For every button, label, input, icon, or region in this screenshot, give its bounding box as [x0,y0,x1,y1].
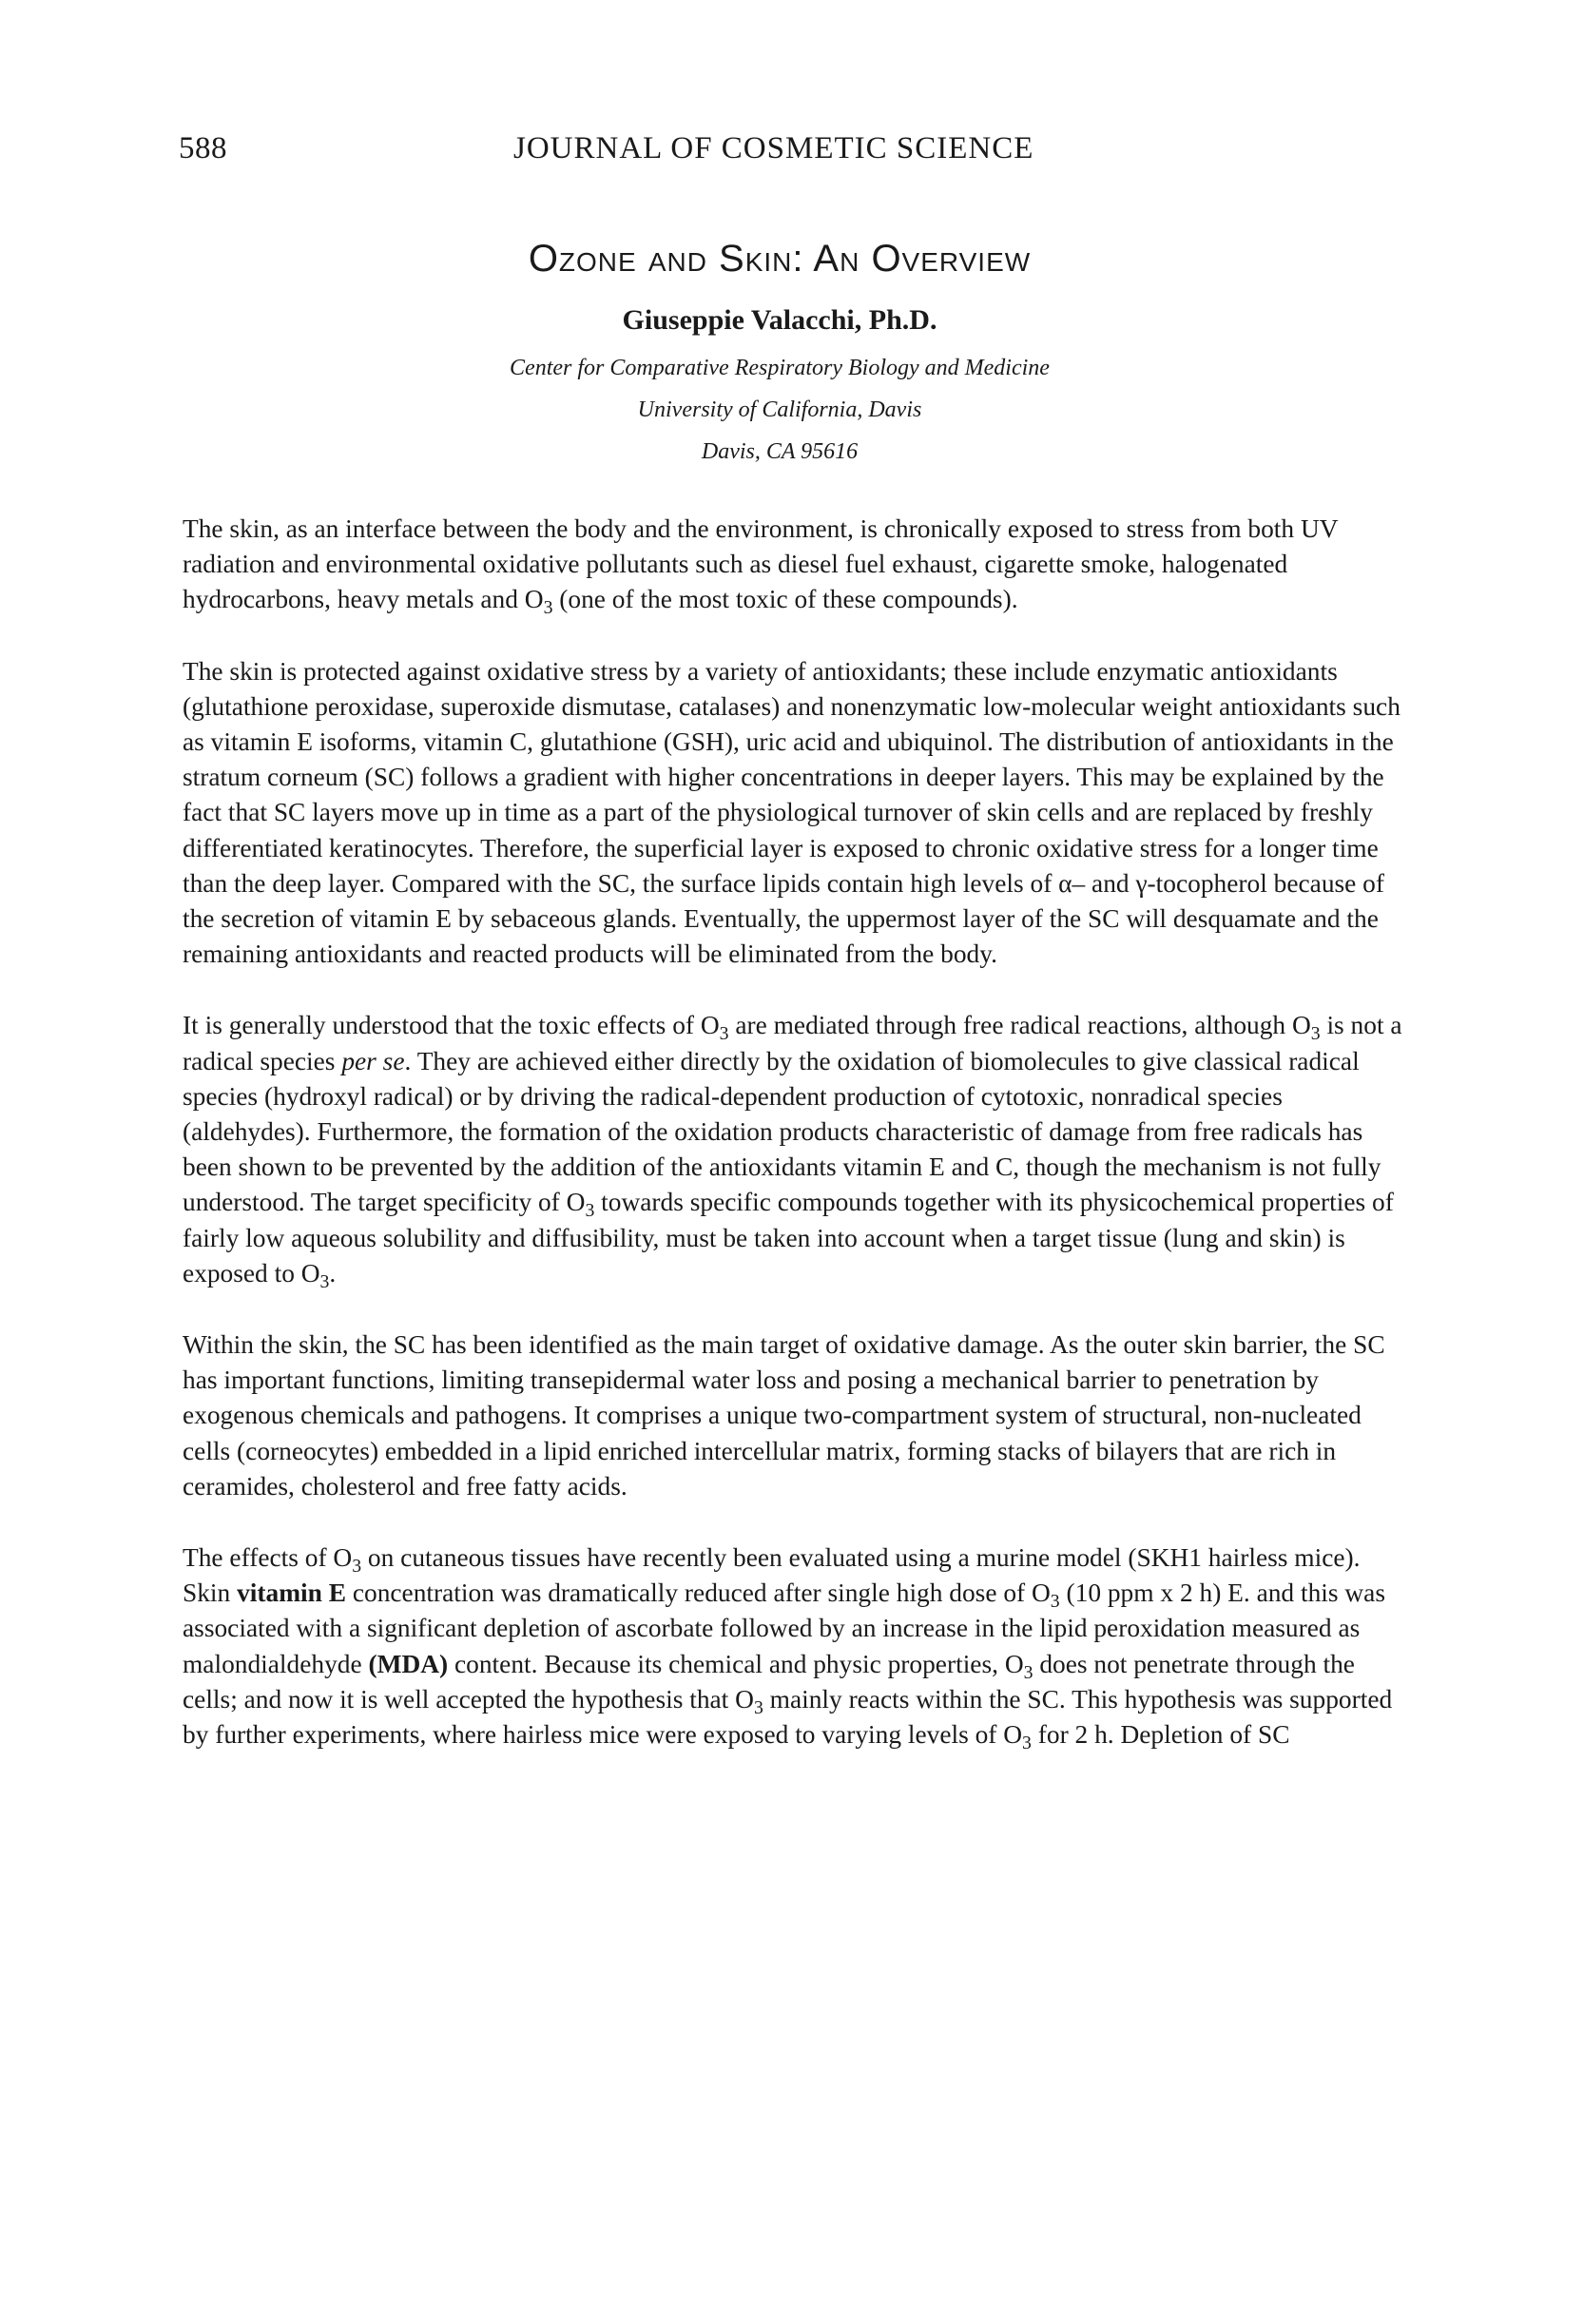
paragraph-antioxidants: The skin is protected against oxidative stress by a variety of antioxidants; these include enzymatic antioxidants (glutathione peroxidase, superoxide dismutase, catalases) and nonenzymatic low-molecular weight antioxidants such as vitamin E isoforms, vitamin C, glutathione (GSH), uric acid and ubiquinol. The distribution of antioxidants in the stratum corneum (SC) follows a gradient with higher concentrations in deeper layers. This may be explained by the fact that SC layers move up in time as a part of the physiological turnover of skin cells and are replaced by freshly differentiated keratinocytes. Therefore, the superficial layer is exposed to chronic oxidative stress for a longer time than the deep layer. Compared with the SC, the surface lipids contain high levels of α– and γ-tocopherol because of the secretion of vitamin E by sebaceous glands. Eventually, the uppermost layer of the SC will desquamate and the remaining antioxidants and reacted products will be eliminated from the body. [183,656,1400,969]
paragraph-intro: The skin, as an interface between the body and the environment, is chronically exposed to stress from both UV radiation and environmental oxidative pollutants such as diesel fuel exhaust, cigarette smoke, halogenated hydrocarbons, heavy metals and $O_3$ (one of the most toxic of these compounds). [183,514,1339,619]
affiliation-line: Davis, CA 95616 [701,439,859,464]
paragraph-stratum-corneum: Within the skin, the SC has been identified as the main target of oxidative damage. As the outer skin barrier, the SC has important functions, limiting transepidermal water loss and posing a mechanical barrier to penetration by exogenous chemicals and pathogens. It comprises a unique two-compartment system of structural, non-nucleated cells (corneocytes) embedded in a lipid enriched intercellular matrix, forming stacks of bilayers that are rich in ceramides, cholesterol and free fatty acids. [183,1330,1385,1501]
article-title: Ozone and Skin: An Overview [528,238,1032,280]
page-number: 588 [179,131,227,165]
article-body [183,512,1405,1789]
affiliation-line: Center for Comparative Respiratory Biology and Medicine [510,356,1050,380]
article-author: Giuseppie Valacchi, Ph.D. [622,304,937,336]
affiliation-line: University of California, Davis [637,397,922,422]
running-head: JOURNAL OF COSMETIC SCIENCE [513,131,1034,165]
paragraph-toxic-effects: It is generally understood that the toxic effects of $O_3$ are mediated through free radical reactions, although $O_3$ is not a radical species per se. They are achieved either directly by the oxidation of biomolecules to give classical radical species (hydroxyl radical) or by driving the radical-dependent production of cytotoxic, nonradical species (aldehydes). Furthermore, the formation of the oxidation products characteristic of damage from free radicals has been shown to be prevented by the addition of the antioxidants vitamin E and C, though the mechanism is not fully understood. The target specificity of $O_3$ towards specific compounds together with its physicochemical properties of fairly low aqueous solubility and diffusibility, must be taken into account when a target tissue (lung and skin) is exposed to $O_3$. [183,1011,1402,1292]
paragraph-murine-model: The effects of $O_3$ on cutaneous tissues have recently been evaluated using a murine model (SKH1 hairless mice). Skin vitamin E concentration was dramatically reduced after single high dose of $O_3$ (10 ppm x 2 h) E. and this was associated with a significant depletion of ascorbate followed by an increase in the lipid peroxidation measured as malondialdehyde (MDA) content. Because its chemical and physic properties, $O_3$ does not penetrate through the cells; and now it is well accepted the hypothesis that $O_3$ mainly reacts within the SC. This hypothesis was supported by further experiments, where hairless mice were exposed to varying levels of $O_3$ for 2 h. Depletion of SC [183,1543,1393,1753]
